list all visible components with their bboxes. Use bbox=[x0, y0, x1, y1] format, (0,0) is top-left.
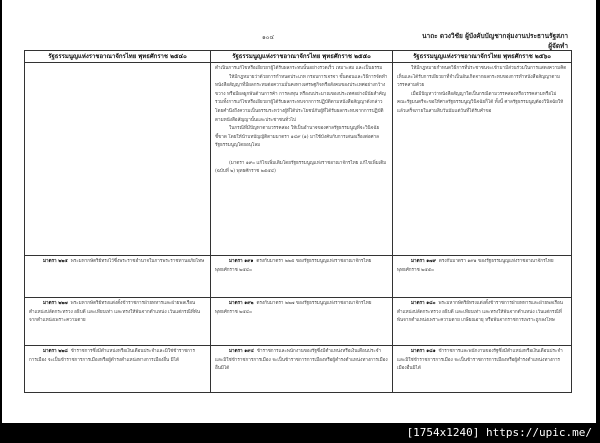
cell-2560 bbox=[393, 256, 572, 298]
document-page bbox=[2, 0, 596, 423]
table-header-row bbox=[25, 51, 572, 63]
table-row bbox=[25, 346, 572, 393]
paragraph: ดำเนินการแก้ไขหรือเยียวยาผู้ได้รับผลกระทบนั้นอย่างรวดเร็ว เหมาะสม และเป็นธรรม bbox=[215, 66, 383, 71]
cell-2550 bbox=[211, 298, 393, 346]
cell-2550 bbox=[211, 346, 393, 393]
section-number: มาตรา ๑๘๐ bbox=[411, 301, 436, 306]
cell-2550 bbox=[211, 256, 393, 298]
section-text: ตรงกับมาตรา ๒๒๗ ของรัฐธรรมนูญแห่งราชอาณาจักรไทย พุทธศักราช ๒๕๔๐ bbox=[215, 301, 372, 315]
paragraph: ในกรณีที่มีปัญหาตามวรรคสอง ให้เป็นอำนาจของศาลรัฐธรรมนูญที่จะวินิจฉัยชี้ขาด โดยให้นำบทบัญญัติตามมาตรา ๑๔๙ (๑) มาใช้บังคับกับการเสนอเรื่องต่อศาลรัฐธรรมนูญโดยอนุโลม bbox=[215, 126, 380, 149]
section-text: ตรงกับมาตรา ๑๙๑ ของรัฐธรรมนูญแห่งราชอาณาจักรไทย พุทธศักราช ๒๕๕๐ bbox=[397, 259, 554, 273]
table-row bbox=[25, 298, 572, 346]
section-number: มาตรา ๑๗๙ bbox=[411, 259, 436, 264]
column-header-2540: รัฐธรรมนูญแห่งราชอาณาจักรไทย พุทธศักราช ๒๕๔๐ bbox=[25, 51, 211, 63]
section-number: มาตรา ๒๒๗ bbox=[43, 301, 68, 306]
paragraph: ให้มีกฎหมายว่าด้วยการกำหนดประเภท กรอบการเจรจา ขั้นตอนและวิธีการจัดทำหนังสือสัญญาที่มีผลกระทบต่อความมั่นคงทางเศรษฐกิจหรือสังคมของประเทศอย่างกว้างขวาง หรือมีผลผูกพันด้านการค้า การลงทุน หรืองบประมาณของประเทศอย่างมีนัยสำคัญ รวมทั้งการแก้ไขหรือเยียวยาผู้ได้รับผลกระทบจากการปฏิบัติตามหนังสือสัญญาดังกล่าว โดยคำนึงถึงความเป็นธรรมระหว่างผู้ที่ได้ประโยชน์กับผู้ที่ได้รับผลกระทบจากการปฏิบัติตามหนังสือสัญญานั้นและประชาชนทั่วไป bbox=[215, 74, 388, 123]
cell-2560 bbox=[393, 346, 572, 393]
paragraph: เมื่อมีปัญหาว่าหนังสือสัญญาใดเป็นกรณีตามวรรคสองหรือวรรคสามหรือไม่ คณะรัฐมนตรีจะขอให้ศาลรัฐธรรมนูญวินิจฉัยก็ได้ ทั้งนี้ ศาลรัฐธรรมนูญต้องวินิจฉัยให้แล้วเสร็จภายในสามสิบวันนับแต่วันที่ได้รับคำขอ bbox=[397, 91, 564, 114]
paragraph: ให้มีกฎหมายกำหนดวิธีการที่ประชาชนจะเข้ามามีส่วนร่วมในการแสดงความคิดเห็นและได้รับการเยียวยาที่จำเป็นอันเกิดจากผลกระทบของการทำหนังสือสัญญาตามวรรคสามด้วย bbox=[397, 66, 567, 89]
editor-credit bbox=[422, 31, 568, 51]
section-text: ข้าราชการซึ่งมีตำแหน่งหรือเงินเดือนประจำและมิใช่ข้าราชการการเมือง จะเป็นข้าราชการการเมืองหรือผู้ดำรงตำแหน่งทางการเมืองอื่น มิได้ bbox=[29, 349, 195, 363]
section-number: มาตรา ๒๒๕ bbox=[43, 259, 68, 264]
cell-2560 bbox=[393, 63, 572, 256]
section-number: มาตรา ๑๙๑ bbox=[229, 259, 254, 264]
amendment-note: (มาตรา ๑๙๐ แก้ไขเพิ่มเติมโดยรัฐธรรมนูญแห่งราชอาณาจักรไทย แก้ไขเพิ่มเติม (ฉบับที่ ๒) พุทธศักราช ๒๕๕๔) bbox=[215, 160, 387, 175]
section-text: พระมหากษัตริย์ทรงแต่งตั้งข้าราชการฝ่ายทหารและฝ่ายพลเรือน ตำแหน่งปลัดกระทรวง อธิบดี และเทียบเท่า และทรงให้พ้นจากตำแหน่ง เว้นแต่กรณีที่พ้นจากตำแหน่งเพราะความตาย เกษียณอายุ หรือพ้นจากราชการเพราะถูกลงโทษ bbox=[397, 301, 563, 324]
column-header-2550: รัฐธรรมนูญแห่งราชอาณาจักรไทย พุทธศักราช ๒๕๕๐ bbox=[211, 51, 393, 63]
section-text: ตรงกับมาตรา ๒๒๕ ของรัฐธรรมนูญแห่งราชอาณาจักรไทย พุทธศักราช ๒๕๔๐ bbox=[215, 259, 372, 273]
cell-2550 bbox=[211, 63, 393, 256]
editor-role: ผู้จัดทำ bbox=[548, 42, 568, 50]
editor-name: นาถะ ดวงวิชัย ผู้บังคับบัญชากลุ่มงานประธานรัฐสภา bbox=[422, 32, 568, 40]
footer-bar bbox=[0, 423, 600, 443]
section-text: พระมหากษัตริย์ทรงแต่งตั้งข้าราชการฝ่ายทหารและฝ่ายพลเรือน ตำแหน่งปลัดกระทรวง อธิบดี และเทียบเท่า และทรงให้พ้นจากตำแหน่ง เว้นแต่กรณีที่พ้นจากตำแหน่งเพราะความตาย bbox=[29, 301, 200, 324]
section-number: มาตรา ๒๒๘ bbox=[43, 349, 68, 354]
section-text: ข้าราชการและพนักงานของรัฐซึ่งมีตำแหน่งหรือเงินเดือนประจำและมิใช่ข้าราชการการเมือง จะเป็นข้าราชการการเมืองหรือผู้ดำรงตำแหน่งทางการเมืองอื่นมิได้ bbox=[215, 349, 388, 372]
page-number: ๑๐๔ bbox=[262, 34, 275, 41]
section-number: มาตรา ๑๙๒ bbox=[229, 301, 254, 306]
table-row bbox=[25, 63, 572, 256]
table-row bbox=[25, 256, 572, 298]
column-header-2560: รัฐธรรมนูญแห่งราชอาณาจักรไทย พุทธศักราช ๒๕๖๐ bbox=[393, 51, 572, 63]
cell-2540-empty bbox=[25, 63, 211, 256]
section-number: มาตรา ๑๘๑ bbox=[411, 349, 436, 354]
spacer bbox=[215, 151, 388, 160]
cell-2540 bbox=[25, 256, 211, 298]
cell-2540 bbox=[25, 346, 211, 393]
section-number: มาตรา ๑๙๔ bbox=[229, 349, 254, 354]
image-watermark: [1754x1240] https://upic.me/ bbox=[406, 426, 592, 439]
comparison-table bbox=[24, 50, 572, 393]
cell-2540 bbox=[25, 298, 211, 346]
section-text: พระมหากษัตริย์ทรงไว้ซึ่งพระราชอำนาจในการพระราชทานอภัยโทษ bbox=[70, 259, 205, 264]
cell-2560 bbox=[393, 298, 572, 346]
section-text: ข้าราชการและพนักงานของรัฐซึ่งมีตำแหน่งหรือเงินเดือนประจำและมิใช่ข้าราชการการเมือง จะเป็นข้าราชการการเมืองหรือผู้ดำรงตำแหน่งทางการเมืองอื่นมิได้ bbox=[397, 349, 563, 372]
